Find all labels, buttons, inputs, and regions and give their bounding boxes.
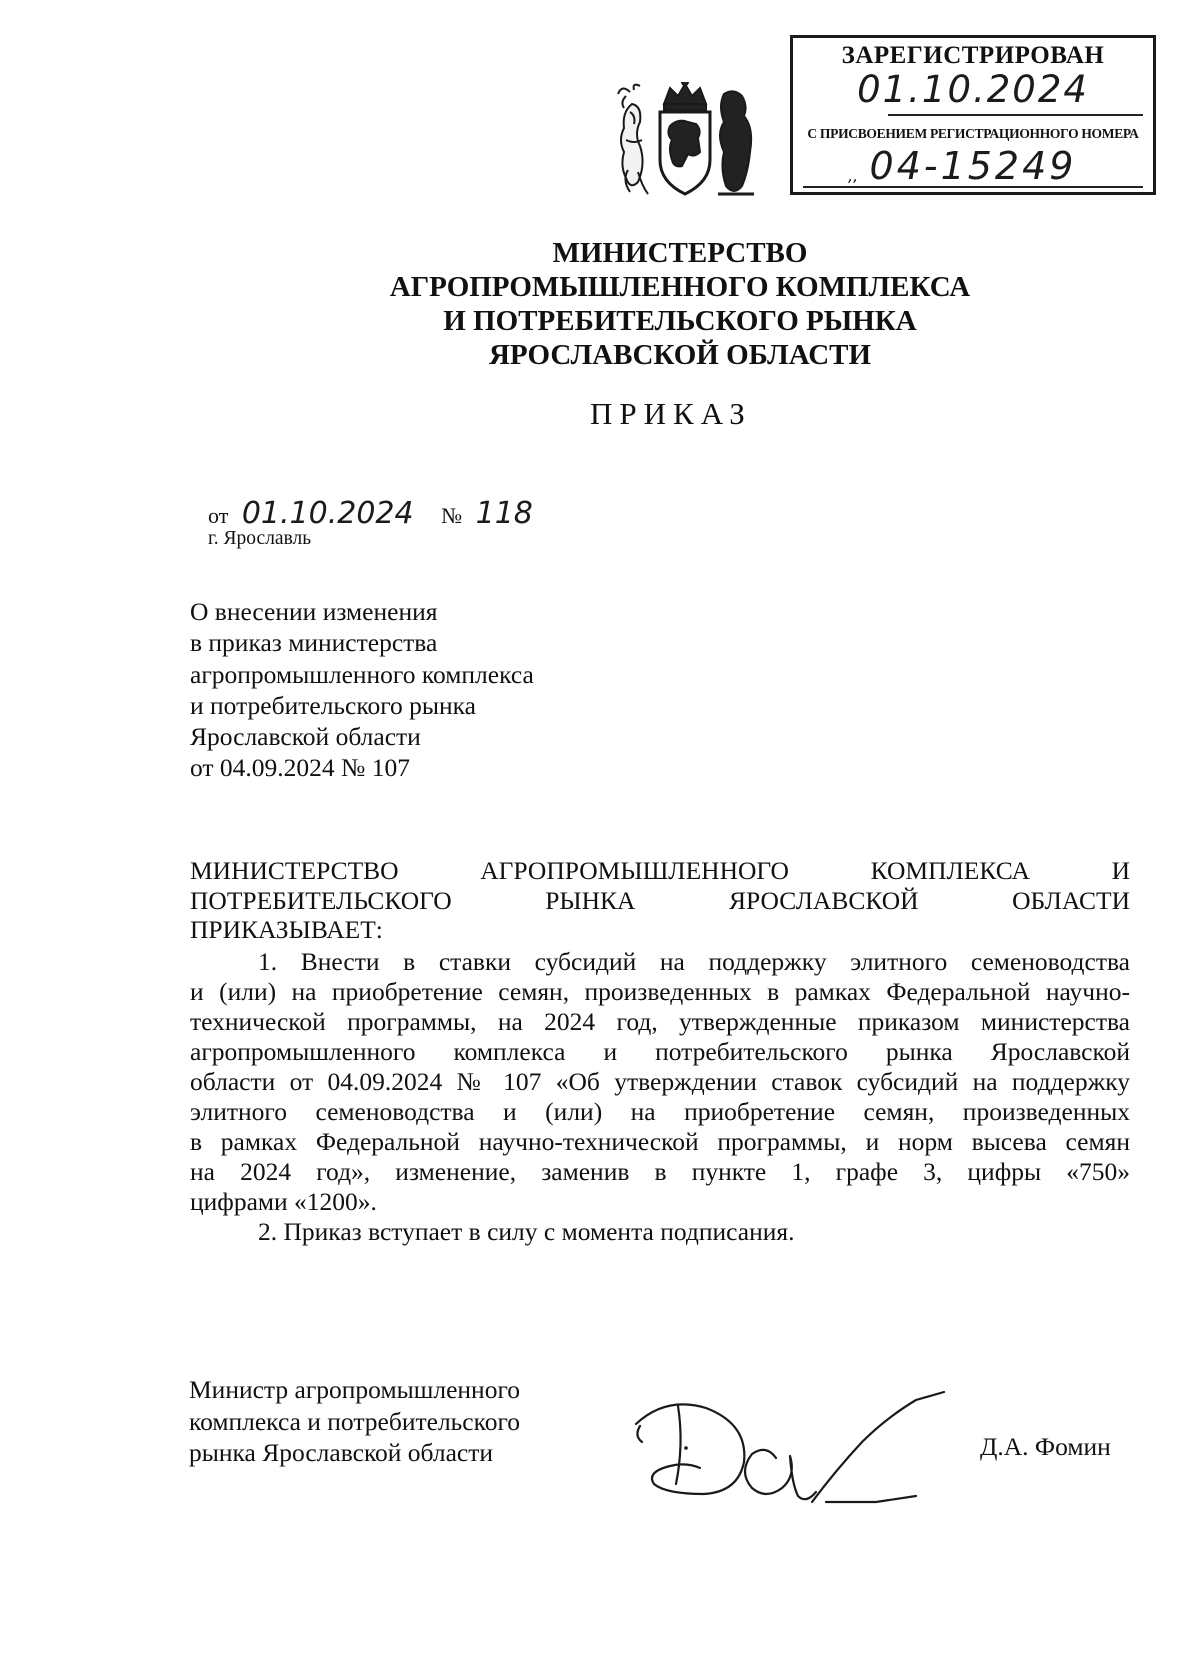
signatory-position — [189, 1374, 520, 1469]
preamble-line-1 — [190, 856, 1130, 886]
paragraph-1-line: в рамках Федеральной научно-технической программы, и норм высева семян — [190, 1127, 1130, 1156]
paragraph-2: 2. Приказ вступает в силу с момента подписания. — [258, 1217, 795, 1246]
paragraph-1-line: 1. Внести в ставки субсидий на поддержку элитного семеноводства — [258, 947, 1130, 976]
subject-line: агропромышленного комплекса — [190, 659, 534, 689]
number-label: № — [441, 503, 463, 528]
preamble-word: АГРОПРОМЫШЛЕННОГО — [480, 856, 789, 885]
order-date: 01.10.2024 — [241, 496, 414, 531]
preamble-word: ОБЛАСТИ — [1012, 886, 1130, 915]
paragraph-1-line: на 2024 год», изменение, заменив в пункте 1, графе 3, цифры «750» — [190, 1157, 1130, 1186]
subject-line: от 04.09.2024 № 107 — [190, 753, 411, 783]
document-type-title: ПРИКАЗ — [590, 396, 752, 431]
stamp-date: 01.10.2024 — [857, 68, 1089, 111]
position-line: комплекса и потребительского — [189, 1406, 521, 1436]
stamp-mark: ,, — [848, 166, 859, 185]
ministry-name-line-3: И ПОТРЕБИТЕЛЬСКОГО РЫНКА — [443, 305, 917, 337]
paragraph-1-line: и (или) на приобретение семян, произведенных в рамках Федеральной научно- — [190, 977, 1130, 1006]
registration-stamp — [790, 35, 1156, 195]
paragraph-1-line: агропромышленного комплекса и потребительского рынка Ярославской — [190, 1037, 1130, 1066]
stamp-reg-number: 04-15249 — [869, 144, 1077, 188]
preamble-word: РЫНКА — [545, 886, 636, 915]
order-number: 118 — [475, 496, 533, 531]
stamp-divider-bottom — [803, 186, 1143, 188]
preamble-word: ПОТРЕБИТЕЛЬСКОГО — [190, 886, 452, 915]
subject-line: в приказ министерства — [190, 628, 438, 658]
preamble-word: КОМПЛЕКСА — [870, 856, 1030, 885]
preamble-word: ЯРОСЛАВСКОЙ — [729, 886, 919, 915]
stamp-title: ЗАРЕГИСТРИРОВАН — [841, 42, 1105, 69]
paragraph-1-line: элитного семеноводства и (или) на приобретение семян, произведенных — [190, 1097, 1130, 1126]
preamble-word: МИНИСТЕРСТВО — [190, 856, 399, 885]
subject-line: Ярославской области — [190, 722, 421, 752]
ministry-name-line-4: ЯРОСЛАВСКОЙ ОБЛАСТИ — [488, 339, 872, 371]
subject-line: и потребительского рынка — [190, 690, 477, 720]
subject-line: О внесении изменения — [190, 597, 438, 626]
order-city: г. Ярославль — [208, 528, 312, 549]
position-line: рынка Ярославской области — [189, 1438, 494, 1467]
handwritten-signature — [626, 1384, 971, 1514]
from-label: от — [208, 503, 229, 528]
signatory-name: Д.А. Фомин — [980, 1432, 1111, 1461]
paragraph-1-line: технической программы, на 2024 год, утвержденные приказом министерства — [190, 1007, 1130, 1036]
ministry-name-line-1: МИНИСТЕРСТВО — [552, 237, 808, 269]
preamble-orders: ПРИКАЗЫВАЕТ: — [190, 915, 383, 944]
position-line: Министр агропромышленного — [189, 1375, 521, 1404]
coat-of-arms-emblem — [612, 82, 758, 204]
order-subject — [190, 596, 534, 784]
stamp-divider — [888, 114, 1143, 116]
ministry-name-line-2: АГРОПРОМЫШЛЕННОГО КОМПЛЕКСА — [389, 271, 971, 303]
preamble-line-2 — [190, 886, 1130, 916]
stamp-subtitle: С ПРИСВОЕНИЕМ РЕГИСТРАЦИОННОГО НОМЕРА — [807, 126, 1139, 141]
paragraph-1-line: области от 04.09.2024 № 107 «Об утверждении ставок субсидий на поддержку — [190, 1067, 1130, 1096]
order-date-number-line — [208, 496, 533, 531]
paragraph-1-line: цифрами «1200». — [190, 1187, 377, 1216]
preamble-word: И — [1111, 856, 1130, 885]
